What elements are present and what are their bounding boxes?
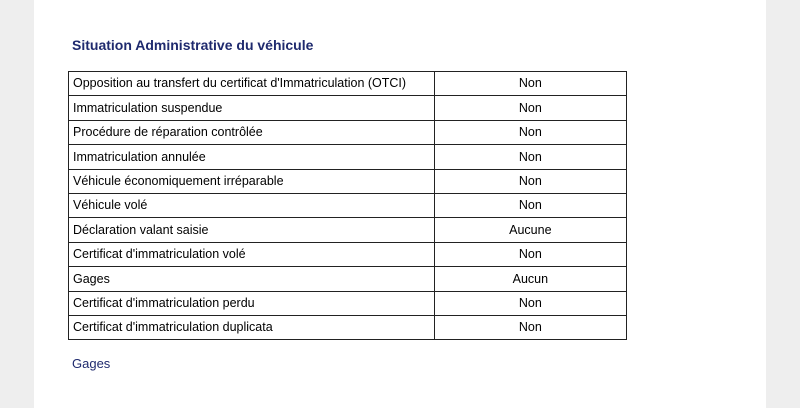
row-value: Non xyxy=(434,291,626,315)
row-label: Déclaration valant saisie xyxy=(69,218,435,242)
row-label: Véhicule volé xyxy=(69,193,435,217)
subsection-title-gages: Gages xyxy=(72,356,111,371)
row-value: Non xyxy=(434,242,626,266)
row-value: Aucun xyxy=(434,267,626,291)
section-title: Situation Administrative du véhicule xyxy=(72,37,314,53)
table-row xyxy=(69,72,627,96)
table-row xyxy=(69,218,627,242)
table-row xyxy=(69,193,627,217)
table-row xyxy=(69,267,627,291)
row-label: Certificat d'immatriculation duplicata xyxy=(69,315,435,339)
row-value: Non xyxy=(434,145,626,169)
row-value: Non xyxy=(434,169,626,193)
administrative-status-table xyxy=(68,71,627,340)
row-label: Immatriculation suspendue xyxy=(69,96,435,120)
row-label: Certificat d'immatriculation volé xyxy=(69,242,435,266)
row-value: Non xyxy=(434,72,626,96)
table-row xyxy=(69,169,627,193)
row-label: Certificat d'immatriculation perdu xyxy=(69,291,435,315)
row-value: Non xyxy=(434,193,626,217)
row-label: Véhicule économiquement irréparable xyxy=(69,169,435,193)
table-row xyxy=(69,242,627,266)
row-label: Immatriculation annulée xyxy=(69,145,435,169)
row-label: Opposition au transfert du certificat d'Immatriculation (OTCI) xyxy=(69,72,435,96)
table-row xyxy=(69,145,627,169)
table-row xyxy=(69,120,627,144)
table-row xyxy=(69,96,627,120)
row-value: Non xyxy=(434,120,626,144)
document-page xyxy=(34,0,766,408)
row-label: Procédure de réparation contrôlée xyxy=(69,120,435,144)
row-value: Non xyxy=(434,96,626,120)
row-value: Aucune xyxy=(434,218,626,242)
row-label: Gages xyxy=(69,267,435,291)
table-row xyxy=(69,315,627,339)
table-row xyxy=(69,291,627,315)
row-value: Non xyxy=(434,315,626,339)
